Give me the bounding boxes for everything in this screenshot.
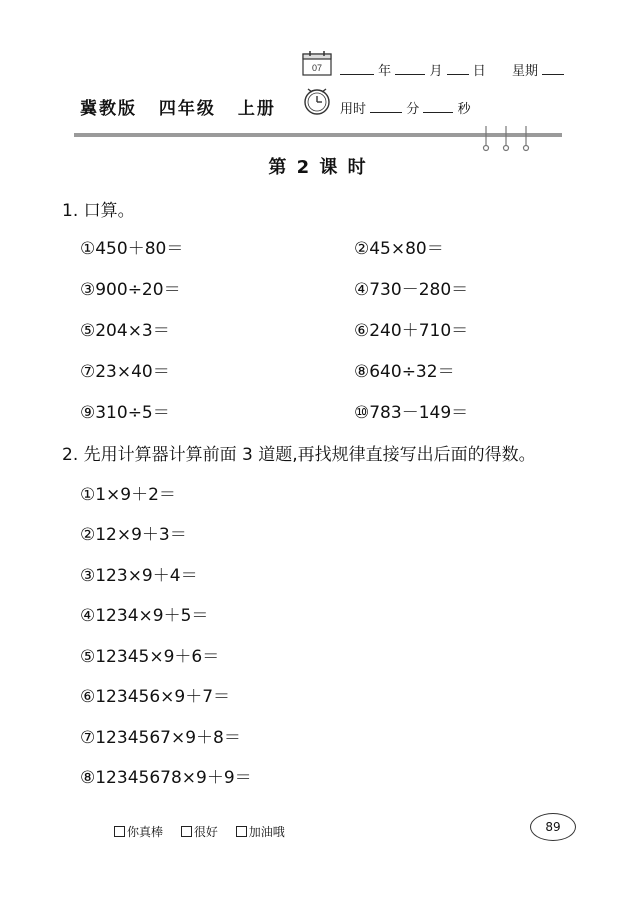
calendar-date: 07 <box>311 63 323 73</box>
q1-item-10: ⑩783－149＝ <box>354 403 469 423</box>
calendar-icon <box>302 50 332 76</box>
q2-item-2: ②12×9＋3＝ <box>80 525 187 545</box>
day-label: 日 <box>472 64 486 79</box>
q1-item-6: ⑥240＋710＝ <box>354 321 469 341</box>
q1-item-4: ④730－280＝ <box>354 280 469 300</box>
eval-option-great[interactable]: 你真棒 <box>114 825 163 839</box>
clock-icon <box>302 86 332 116</box>
q1-item-1: ①450＋80＝ <box>80 239 184 259</box>
checkbox-icon[interactable] <box>181 826 192 837</box>
q1-item-7: ⑦23×40＝ <box>80 362 170 382</box>
q1-item-5: ⑤204×3＝ <box>80 321 170 341</box>
eval-option-keep-going[interactable]: 加油哦 <box>236 825 285 839</box>
checkbox-icon[interactable] <box>114 826 125 837</box>
volume: 上册 <box>237 99 276 119</box>
publisher-line <box>80 94 290 119</box>
time-used-label: 用时 <box>340 102 367 117</box>
grade: 四年级 <box>158 99 216 119</box>
q2-item-4: ④1234×9＋5＝ <box>80 606 209 626</box>
q2-item-7: ⑦1234567×9＋8＝ <box>80 728 241 748</box>
q1-item-9: ⑨310÷5＝ <box>80 403 170 423</box>
lesson-title: 第 2 课 时 <box>268 157 368 178</box>
year-label: 年 <box>378 64 392 79</box>
question-2-heading: 2. 先用计算器计算前面 3 道题,再找规律直接写出后面的得数。 <box>62 445 536 465</box>
q2-item-8: ⑧12345678×9＋9＝ <box>80 768 252 788</box>
q1-item-8: ⑧640÷32＝ <box>354 362 455 382</box>
q1-item-2: ②45×80＝ <box>354 239 444 259</box>
q2-item-6: ⑥123456×9＋7＝ <box>80 687 231 707</box>
eval-option-good[interactable]: 很好 <box>181 825 218 839</box>
month-label: 月 <box>429 64 443 79</box>
second-label: 秒 <box>457 102 471 117</box>
publisher-name: 冀教版 <box>80 99 137 119</box>
checkbox-icon[interactable] <box>236 826 247 837</box>
weekday-label: 星期 <box>512 64 539 79</box>
question-1-heading: 1. 口算。 <box>62 201 135 221</box>
q2-item-3: ③123×9＋4＝ <box>80 566 198 586</box>
date-fill-line <box>340 60 564 79</box>
q1-item-3: ③900÷20＝ <box>80 280 181 300</box>
time-fill-line <box>340 98 471 117</box>
page-number: 89 <box>530 813 576 841</box>
minute-label: 分 <box>406 102 420 117</box>
binder-rings-icon <box>478 124 538 152</box>
q2-item-5: ⑤12345×9＋6＝ <box>80 647 220 667</box>
q2-item-1: ①1×9＋2＝ <box>80 485 176 505</box>
self-evaluation <box>114 823 299 840</box>
